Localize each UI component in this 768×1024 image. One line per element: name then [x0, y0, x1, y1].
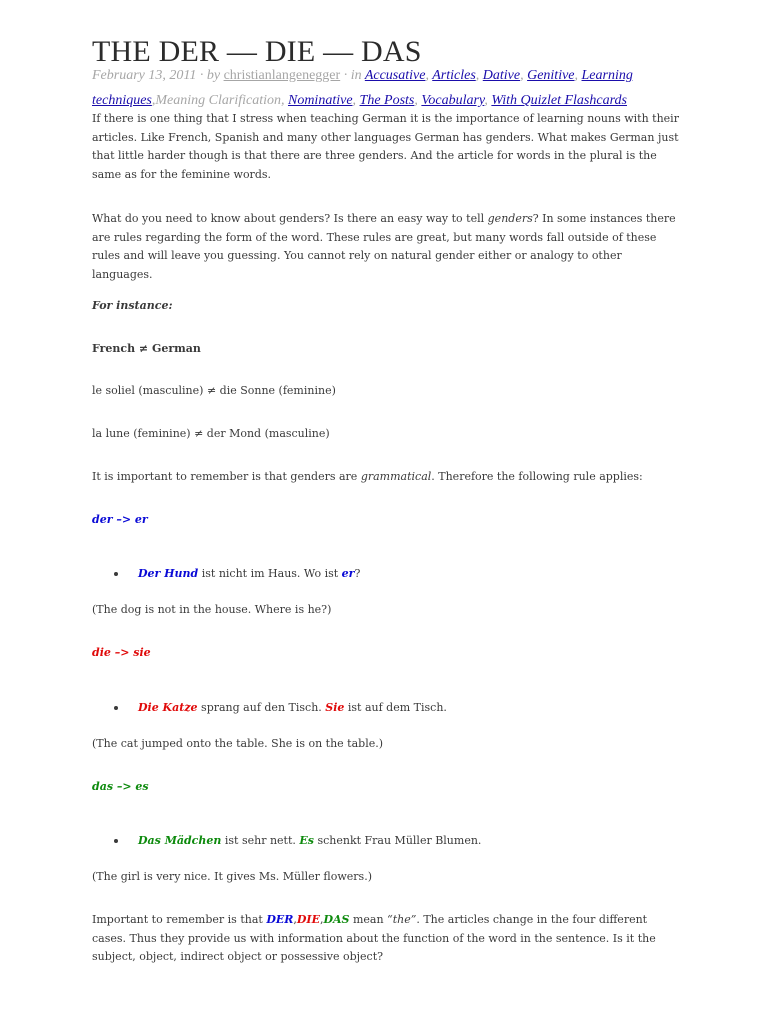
- noun: Das Mädchen: [138, 834, 222, 847]
- french-german-heading: French ≠ German: [92, 342, 201, 355]
- page-title: THE DER — DIE — DAS: [92, 35, 422, 69]
- der-translation: (The dog is not in the house. Where is he?): [92, 603, 332, 616]
- text: Important to remember is that: [92, 913, 267, 926]
- meta-separator: · by: [196, 68, 224, 83]
- text: ? In some instances there are rules regarding the form of the word. These rules are great, but many words fall outside of these rules and will leave you guessing. You cannot rely on natural gender either or analogy to other languages.: [92, 212, 676, 281]
- category-meaning-clarification[interactable]: Meaning Clarification: [155, 93, 281, 108]
- emphasis: grammatical: [360, 470, 432, 483]
- post-date: February 13, 2011: [92, 68, 197, 83]
- text: ist nicht im Haus. Wo ist: [198, 567, 342, 580]
- pronoun: er: [341, 567, 355, 580]
- text: schenkt Frau Müller Blumen.: [313, 834, 482, 847]
- meta-separator: · in: [340, 68, 365, 83]
- text: mean: [349, 913, 388, 926]
- die-rule-heading: die –> sie: [92, 646, 151, 659]
- das-translation: (The girl is very nice. It gives Ms. Müller flowers.): [92, 870, 372, 883]
- post-meta: February 13, 2011 · by christianlangenegger · in Accusative, Articles, Dative, Genitive, Learning techniques,Meaning Clarification, Nominative, The Posts, Vocabulary, With Quizlet Flashcards: [92, 68, 633, 108]
- category-link-nominative[interactable]: Nominative: [287, 93, 353, 108]
- pronoun: Sie: [325, 701, 345, 714]
- example-moon: la lune (feminine) ≠ der Mond (masculine): [92, 427, 330, 440]
- bullet-dot: [114, 839, 118, 843]
- bullet-text: [138, 700, 447, 716]
- author-link[interactable]: christianlangenegger: [223, 68, 341, 83]
- paragraph-genders: [92, 210, 682, 284]
- pronoun: Es: [299, 834, 314, 847]
- text: ,: [319, 913, 324, 926]
- article-das: DAS: [323, 913, 350, 926]
- text: sprang auf den Tisch.: [197, 701, 326, 714]
- example-sun: le soliel (masculine) ≠ die Sonne (feminine): [92, 384, 336, 397]
- noun: Die Katze: [138, 701, 198, 714]
- category-link-quizlet-flashcards[interactable]: With Quizlet Flashcards: [491, 93, 627, 108]
- noun: Der Hund: [138, 567, 199, 580]
- der-rule-heading: der –> er: [92, 513, 148, 526]
- text: . Therefore the following rule applies:: [431, 470, 643, 483]
- bullet-dot: [114, 706, 118, 710]
- category-link-articles[interactable]: Articles: [432, 68, 476, 83]
- category-link-vocabulary[interactable]: Vocabulary: [421, 93, 485, 108]
- rule-intro: [92, 468, 682, 487]
- bullet-text: [138, 566, 360, 582]
- category-link-dative[interactable]: Dative: [482, 68, 521, 83]
- das-rule-heading: das –> es: [92, 780, 149, 793]
- for-instance-heading: For instance:: [92, 299, 173, 312]
- text: ist auf dem Tisch.: [344, 701, 447, 714]
- text: It is important to remember is that genders are: [92, 470, 361, 483]
- text: . The articles change in the four different cases. Thus they provide us with information about the function of the word in the sentence. Is it the subject, object, indirect object or possessive object?: [92, 913, 656, 964]
- paragraph-important: [92, 911, 682, 967]
- category-link-accusative[interactable]: Accusative: [364, 68, 426, 83]
- bullet-text: [138, 833, 481, 849]
- category-link-the-posts[interactable]: The Posts: [359, 93, 415, 108]
- emphasis: “the”: [387, 913, 417, 926]
- text: ist sehr nett.: [221, 834, 300, 847]
- bullet-dot: [114, 572, 118, 576]
- category-link-learning-techniques[interactable]: Learning techniques: [92, 68, 633, 108]
- text: What do you need to know about genders? Is there an easy way to tell: [92, 212, 488, 225]
- paragraph-intro: If there is one thing that I stress when teaching German it is the importance of learning nouns with their articles. Like French, Spanish and many other languages German has genders. What makes German just that little harder though is that there are three genders. And the article for words in the plural is the same as for the feminine words.: [92, 112, 679, 181]
- text: ,: [293, 913, 297, 926]
- text: ?: [354, 567, 361, 580]
- emphasis: genders: [487, 212, 533, 225]
- category-link-genitive[interactable]: Genitive: [527, 68, 575, 83]
- article-die: DIE: [296, 913, 320, 926]
- die-translation: (The cat jumped onto the table. She is on the table.): [92, 737, 384, 750]
- article-der: DER: [266, 913, 294, 926]
